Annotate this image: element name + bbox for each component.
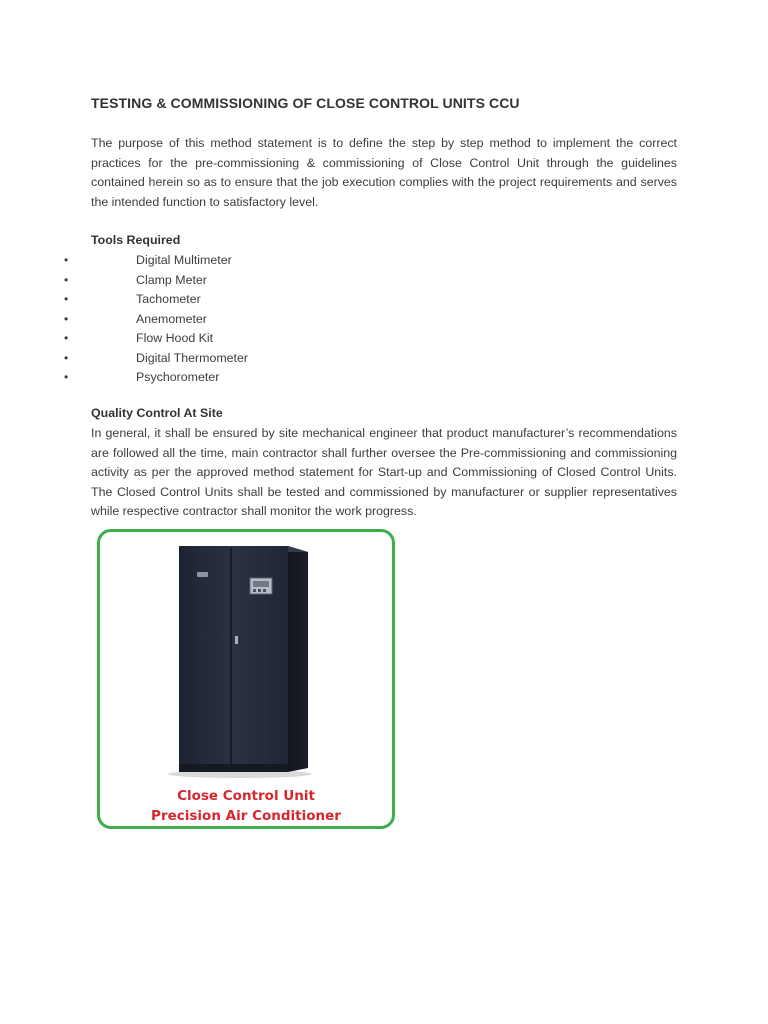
bullet-icon: • [64, 370, 69, 384]
list-item [0, 329, 768, 349]
tool-label: Clamp Meter [136, 272, 207, 287]
figure-frame [97, 529, 395, 829]
tool-label: Anemometer [136, 311, 207, 326]
tools-heading: Tools Required [91, 233, 181, 247]
bullet-icon: • [64, 331, 69, 345]
tool-label: Psychorometer [136, 370, 220, 384]
list-item [0, 290, 768, 310]
quality-control-paragraph: In general, it shall be ensured by site mechanical engineer that product manufacturer’s recommendations are followed all the time, main contractor shall further oversee the Pre-commissioning and commissioning activity as per the approved method statement for Start-up and Commissioning of Closed Control Units. The Closed Control Units shall be tested and commissioned by manufacturer or supplier representatives while respective contractor shall monitor the work progress. [91, 426, 677, 518]
document-title: TESTING & COMMISSIONING OF CLOSE CONTROL UNITS CCU [91, 95, 520, 111]
bullet-icon: • [64, 292, 69, 306]
list-item [0, 251, 768, 271]
tool-label: Digital Thermometer [136, 350, 249, 365]
bullet-icon: • [64, 253, 69, 267]
tool-label: Digital Multimeter [136, 253, 232, 267]
tool-label: Flow Hood Kit [136, 331, 214, 345]
precision-air-conditioner-cabinet-icon [100, 532, 392, 782]
list-item [0, 310, 768, 330]
list-item [0, 271, 768, 291]
figure-caption-line2: Precision Air Conditioner [151, 808, 341, 824]
bullet-icon: • [64, 272, 69, 287]
quality-control-heading: Quality Control At Site [91, 406, 223, 420]
tools-list [0, 251, 768, 388]
intro-paragraph: The purpose of this method statement is to define the step by step method to implement the correct practices for the pre-commissioning & commissioning of Close Control Unit through the guidelines contained herein so as to ensure that the job execution complies with the project requirements and serves the intended function to satisfactory level. [91, 136, 677, 209]
figure-caption-line1: Close Control Unit [177, 788, 315, 804]
tool-label: Tachometer [136, 292, 201, 306]
bullet-icon: • [64, 350, 69, 365]
bullet-icon: • [64, 311, 69, 326]
list-item [0, 349, 768, 369]
list-item [0, 368, 768, 388]
